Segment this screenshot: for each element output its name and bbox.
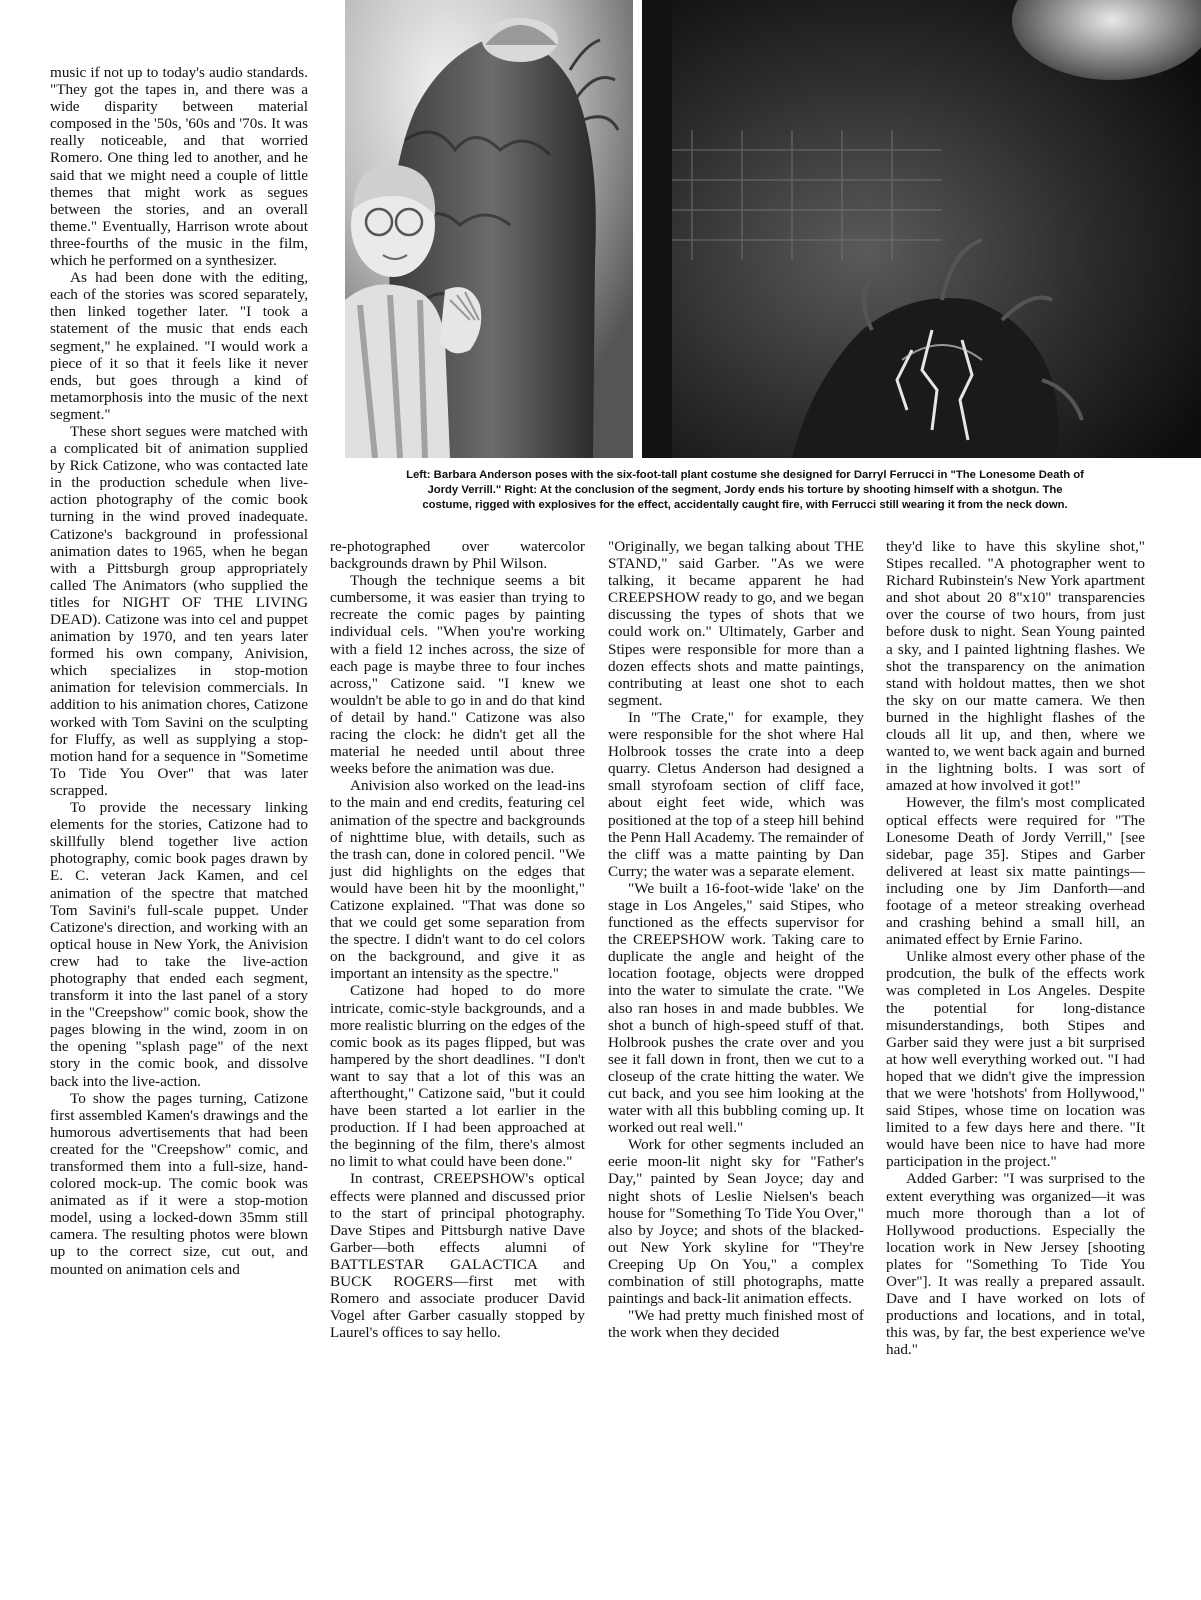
paragraph: Work for other segments included an eerie moon-lit night sky for "Father's Day," painted by Sean Joyce; day and night shots of Leslie Nielsen's beach house for "Something To Tide You Over," also by Joyce; and shots of the blacked-out New York skyline for "They're Creeping Up On You," a complex combination of still photographs, matte paintings and back-lit animation effects. bbox=[608, 1136, 864, 1308]
paragraph: Catizone had hoped to do more intricate, comic-style backgrounds, and a more realistic blurring on the edges of the comic book as its pages flipped, but was hampered by the short deadlines. "I don't want to say that a lot of this was an afterthought," Catizone said, "but it could have been started a lot earlier in the production. If I had been approached at the beginning of the film, there's almost no limit to what could have been done." bbox=[330, 982, 585, 1171]
paragraph: In contrast, CREEPSHOW's optical effects were planned and discussed prior to the start of principal photography. Dave Stipes and Pittsburgh native Dave Garber—both effects alumni of BATTLESTAR GALACTICA and BUCK ROGERS—first met with Romero and associate producer David Vogel after Garber casually stopped by Laurel's offices to say hello. bbox=[330, 1170, 585, 1342]
paragraph: Unlike almost every other phase of the prodcution, the bulk of the effects work was completed in Los Angeles. Despite the potential for long-distance misunderstandings, both Stipes and Garber said they were just a bit surprised at how well everything worked out. "I had hoped that we didn't give the impression that we were 'hotshots' from Hollywood," said Stipes, whose time on location was limited to a few days here and there. "It would have been nice to have had more participation in the project." bbox=[886, 948, 1145, 1171]
photo-jordy-verrill-final-scene bbox=[642, 0, 1201, 458]
caption-line-2: Jordy Verrill." Right: At the conclusion of the segment, Jordy ends his torture by shooting himself with a shotgun. The bbox=[427, 484, 1063, 496]
article-column-3 bbox=[608, 538, 864, 1341]
paragraph: These short segues were matched with a complicated bit of animation supplied by Rick Catizone, who was contacted late in the production schedule when live-action photography of the comic book turning in the wind proved inadequate. Catizone's background in professional animation dates to 1965, when he began with a Pittsburgh group appropriately called The Animators (who supplied the titles for NIGHT OF THE LIVING DEAD). Catizone was into cel and puppet animation by 1970, and ten years later formed his own company, Anivision, which specializes in stop-motion animation for television commercials. In addition to his animation chores, Catizone worked with Tom Savini on the sculpting for Fluffy, as well as supplying a stop-motion hand for a sequence in "Sometime To Tide You Over" that was later scrapped. bbox=[50, 422, 308, 799]
paragraph: Added Garber: "I was surprised to the extent everything was organized—it was much more thorough than a lot of Hollywood productions. Especially the location work in New Jersey [shooting plates for "Something To Tide You Over"]. It was really a prepared assault. Dave and I have worked on lots of productions and locations, and in total, this was, by far, the best experience we've had." bbox=[886, 1170, 1145, 1359]
paragraph: "Originally, we began talking about THE STAND," said Garber. "As we were talking, it became apparent he had CREEPSHOW ready to go, and we began discussing the types of shots that we could work on." Ultimately, Garber and Stipes were responsible for more than a dozen effects shots and matte paintings, contributing at least one shot to each segment. bbox=[608, 538, 864, 709]
paragraph: However, the film's most complicated optical effects were required for "The Lonesome Death of Jordy Verrill," [see sidebar, page 35]. Stipes and Garber delivered at least six matte paintings—including one by Jim Danforth—and footage of a meteor streaking overhead and crashing behind a small hill, an animated effect by Ernie Farino. bbox=[886, 794, 1145, 949]
article-column-2 bbox=[330, 538, 585, 1341]
photo-barbara-anderson-plant-costume bbox=[345, 0, 633, 458]
paragraph: "We built a 16-foot-wide 'lake' on the stage in Los Angeles," said Stipes, who functioned as the effects supervisor for the CREEPSHOW work. Taking care to duplicate the angle and height of the location footage, objects were dropped into the water to simulate the crate. "We also ran hoses in and made bubbles. We shot a bunch of high-speed stuff of that. Holbrook pushes the crate over and you see it fall down in front, then we cut to a closeup of the crate hitting the water. We cut back, and you see him looking at the water with all this bubbling coming up. It worked out real well." bbox=[608, 879, 864, 1137]
paragraph: Anivision also worked on the lead-ins to the main and end credits, featuring cel animation of the spectre and backgrounds of nighttime blue, with details, such as the trash can, done in colored pencil. "We just did highlights on the edges that would have been hit by the moonlight," Catizone explained. "That was done so that we could get some separation from the spectre. I didn't want to do cel colors on the background, and give it as important an intensity as the spectre." bbox=[330, 777, 585, 983]
paragraph: Though the technique seems a bit cumbersome, it was easier than trying to recreate the comic pages by painting individual cels. "When you're working with a field 12 inches across, the size of each page is maybe three to four inches across," Catizone said. "I knew we wouldn't be able to go in and do that kind of detail by hand." Catizone was also racing the clock: he didn't get all the material he needed until about three weeks before the animation was due. bbox=[330, 572, 585, 778]
paragraph: To provide the necessary linking elements for the stories, Catizone had to skillfully blend together live action photography, comic book pages drawn by E. C. veteran Jack Kamen, and cel animation of the spectre that matched Tom Savini's full-scale puppet. Under Catizone's direction, and working with an optical house in New York, the Anivision crew had to take the live-action photography that ended each segment, transform it into the last panel of a story in the "Creepshow" comic book, show the pages blowing in the wind, zoom in on the opening "splash page" of the next story in the comic book, and dissolve back into the live-action. bbox=[50, 799, 308, 1090]
paragraph: "We had pretty much finished most of the work when they decided bbox=[608, 1307, 864, 1342]
caption-line-3: costume, rigged with explosives for the effect, accidentally caught fire, with Ferrucci still wearing it from the neck down. bbox=[422, 499, 1068, 511]
photo-caption bbox=[334, 468, 1156, 513]
paragraph: music if not up to today's audio standards. "They got the tapes in, and there was a wide disparity between material composed in the '50s, '60s and '70s. It was really noticeable, and that worried Romero. One thing led to another, and he said that we might need a couple of little themes that might work as segues between the stories, and an overall theme." Eventually, Harrison wrote about three-fourths of the music in the film, which he performed on a synthesizer. bbox=[50, 64, 308, 270]
article-column-4 bbox=[886, 538, 1145, 1359]
paragraph: As had been done with the editing, each of the stories was scored separately, then linked together later. "I took a statement of the music that ends each segment," he explained. "I would work a piece of it so that it feels like it never ends, but goes through a kind of metamorphosis into the music of the next segment." bbox=[50, 269, 308, 423]
paragraph: To show the pages turning, Catizone first assembled Kamen's drawings and the humorous advertisements that had been created for the "Creepshow" comic, and transformed them into a full-size, hand-colored mock-up. The comic book was animated as if it were a stop-motion model, using a locked-down 35mm still camera. The resulting photos were blown up to the correct size, cut out, and mounted on animation cels and bbox=[50, 1089, 308, 1278]
article-column-1 bbox=[50, 64, 308, 1278]
caption-line-1: Left: Barbara Anderson poses with the six-foot-tall plant costume she designed for Darryl Ferrucci in "The Lonesome Death of bbox=[406, 469, 1084, 481]
paragraph: they'd like to have this skyline shot," Stipes recalled. "A photographer went to Richard Rubinstein's New York apartment and shot about 20 8"x10" transparencies over the course of two hours, from just before dusk to night. Sean Young painted a sky, and I painted lightning flashes. We shot the transparency on the animation stand with holdout mattes, then we shot the sky on our matte camera. We then burned in the highlight flashes of the clouds all lit up, and then, where we wanted to, we went back again and burned in the lightning bolts. I was sort of amazed at how involved it got!" bbox=[886, 538, 1145, 795]
paragraph: re-photographed over watercolor backgrounds drawn by Phil Wilson. bbox=[330, 538, 585, 573]
paragraph: In "The Crate," for example, they were responsible for the shot where Hal Holbrook tosses the crate into a deep quarry. Cletus Anderson had designed a small styrofoam section of cliff face, about eight feet wide, which was positioned at the top of a steep hill behind the Penn Hall Academy. The remainder of the cliff was a matte painting by Dan Curry; the water was a separate element. bbox=[608, 708, 864, 880]
